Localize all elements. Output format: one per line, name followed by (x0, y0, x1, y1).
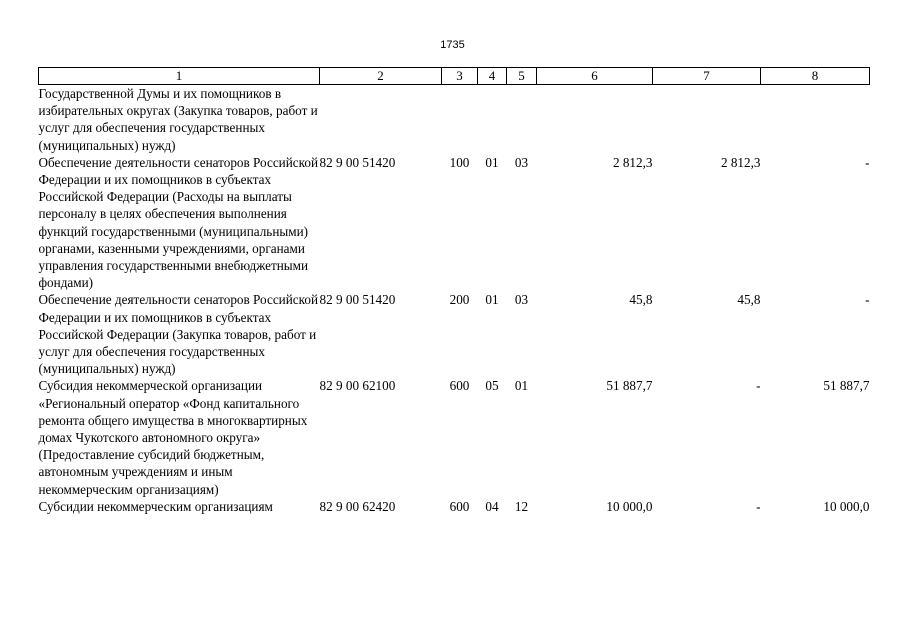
amount-regional: 51 887,7 (823, 378, 870, 394)
expense-name: Обеспечение деятельности сенаторов Российской Федерации и их помощников в субъектах Российской Федерации (Расходы на выплаты персоналу в целях обеспечения выполнения функций государственными (муниципальными) органами, казенными учреждениями, органами управления государственными внебюджетными фондами) (38, 154, 319, 291)
column-header-6: 6 (537, 68, 653, 85)
subsection-code: 01 (514, 378, 529, 394)
table-row (39, 154, 870, 292)
section-code: 01 (485, 154, 499, 170)
amount-regional: - (865, 154, 870, 170)
amount-total (537, 85, 653, 154)
amount-federal (653, 85, 761, 154)
subsection-code: 03 (514, 292, 529, 308)
table-header-row (39, 68, 870, 85)
page-number: 1735 (440, 39, 465, 51)
subsection-code: 03 (514, 154, 529, 170)
subsection-code: 12 (514, 498, 529, 514)
amount-federal: 45,8 (737, 292, 761, 308)
column-header-7: 7 (653, 68, 761, 85)
target-article-code (320, 85, 442, 154)
subsection-code (507, 85, 537, 154)
expense-name: Субсидия некоммерческой организации «Региональный оператор «Фонд капитального ремонта общего имущества в многоквартирных домах Чукотского автономного округа» (Предоставление субсидий бюджетным, автономным учреждениям и иным некоммерческим организациям) (38, 378, 308, 497)
section-code: 05 (485, 378, 499, 394)
column-header-1: 1 (39, 68, 320, 85)
amount-total: 45,8 (629, 292, 653, 308)
target-article-code: 82 9 00 51420 (319, 292, 396, 308)
budget-table (38, 67, 870, 515)
expense-name: Обеспечение деятельности сенаторов Российской Федерации и их помощников в субъектах Российской Федерации (Закупка товаров, работ и услуг для обеспечения государственных (муниципальных) нужд) (38, 292, 319, 377)
table-row (39, 498, 870, 515)
expense-type-code (442, 85, 478, 154)
column-header-2: 2 (320, 68, 442, 85)
column-header-5: 5 (507, 68, 537, 85)
column-header-4: 4 (478, 68, 507, 85)
expense-type-code: 600 (449, 498, 470, 514)
target-article-code: 82 9 00 51420 (319, 154, 396, 170)
amount-total: 10 000,0 (606, 498, 653, 514)
table-row (39, 291, 870, 377)
target-article-code: 82 9 00 62420 (319, 498, 396, 514)
amount-regional: 10 000,0 (823, 498, 870, 514)
expense-type-code: 100 (449, 154, 470, 170)
table-row (39, 85, 870, 154)
amount-total: 2 812,3 (612, 154, 653, 170)
section-code: 01 (485, 292, 499, 308)
target-article-code: 82 9 00 62100 (319, 378, 396, 394)
column-header-3: 3 (442, 68, 478, 85)
amount-regional (761, 85, 870, 154)
amount-federal: 2 812,3 (720, 154, 761, 170)
amount-regional: - (865, 292, 870, 308)
amount-federal: - (756, 378, 761, 394)
column-header-8: 8 (761, 68, 870, 85)
amount-total: 51 887,7 (606, 378, 653, 394)
expense-type-code: 600 (449, 378, 470, 394)
section-code (478, 85, 507, 154)
expense-name: Государственной Думы и их помощников в избирательных округах (Закупка товаров, работ и услуг для обеспечения государственных (муниципальных) нужд) (38, 86, 318, 153)
expense-type-code: 200 (449, 292, 470, 308)
table-row (39, 377, 870, 497)
section-code: 04 (485, 498, 499, 514)
expense-name: Субсидии некоммерческим организациям (38, 498, 273, 514)
amount-federal: - (756, 498, 761, 514)
